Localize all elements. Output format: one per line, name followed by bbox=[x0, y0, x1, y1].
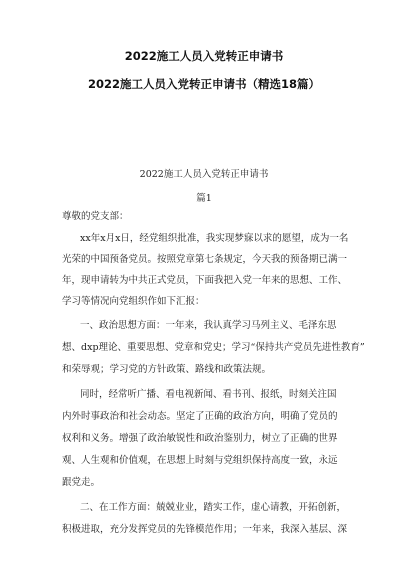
body-line: 观、人生观和价值观，在思想上时刻与党组织保持高度一致，永远 bbox=[62, 455, 338, 466]
body-line: 一、政治思想方面：一年来，我认真学习马列主义、毛泽东思 bbox=[80, 320, 337, 331]
body-line: xx年x月x日，经党组织批准，我实现梦寐以求的愿望，成为一名 bbox=[80, 233, 349, 244]
body-line: 和荣辱观；学习党的方针政策、路线和政策法规。 bbox=[62, 364, 272, 375]
section-heading: 2022施工人员入党转正申请书 bbox=[139, 169, 269, 180]
body-line: 年，现申请转为中共正式党员，下面我把入党一年来的思想、工作、 bbox=[62, 275, 348, 286]
salutation: 尊敬的党支部： bbox=[62, 211, 129, 222]
body-line: 光荣的中国预备党员。按照党章第七条规定，今天我的预备期已满一 bbox=[62, 254, 348, 265]
body-line: 权利和义务。增强了政治敏锐性和政治鉴别力，树立了正确的世界 bbox=[62, 433, 338, 444]
body-line: 学习等情况向党组织作如下汇报： bbox=[62, 296, 205, 307]
body-line: 同时，经常听广播、看电视新闻、看书刊、报纸，时刻关注国 bbox=[80, 389, 337, 400]
body-line: 二、在工作方面：兢兢业业，踏实工作，虚心请教，开拓创新， bbox=[80, 502, 347, 513]
body-line: 内外时事政治和社会动态。坚定了正确的政治方向，明确了党员的 bbox=[62, 411, 338, 422]
body-line: 想、dxp理论、重要思想、党章和党史；学习“保持共产党员先进性教育” bbox=[62, 342, 365, 353]
body-line: 跟党走。 bbox=[62, 477, 101, 488]
document-subtitle: 2022施工人员入党转正申请书（精选18篇） bbox=[87, 77, 320, 91]
body-line: 积极进取，充分发挥党员的先锋模范作用；一年来，我深入基层、深 bbox=[62, 524, 348, 535]
part-label: 篇1 bbox=[196, 193, 212, 204]
document-title: 2022施工人员入党转正申请书 bbox=[124, 49, 284, 63]
